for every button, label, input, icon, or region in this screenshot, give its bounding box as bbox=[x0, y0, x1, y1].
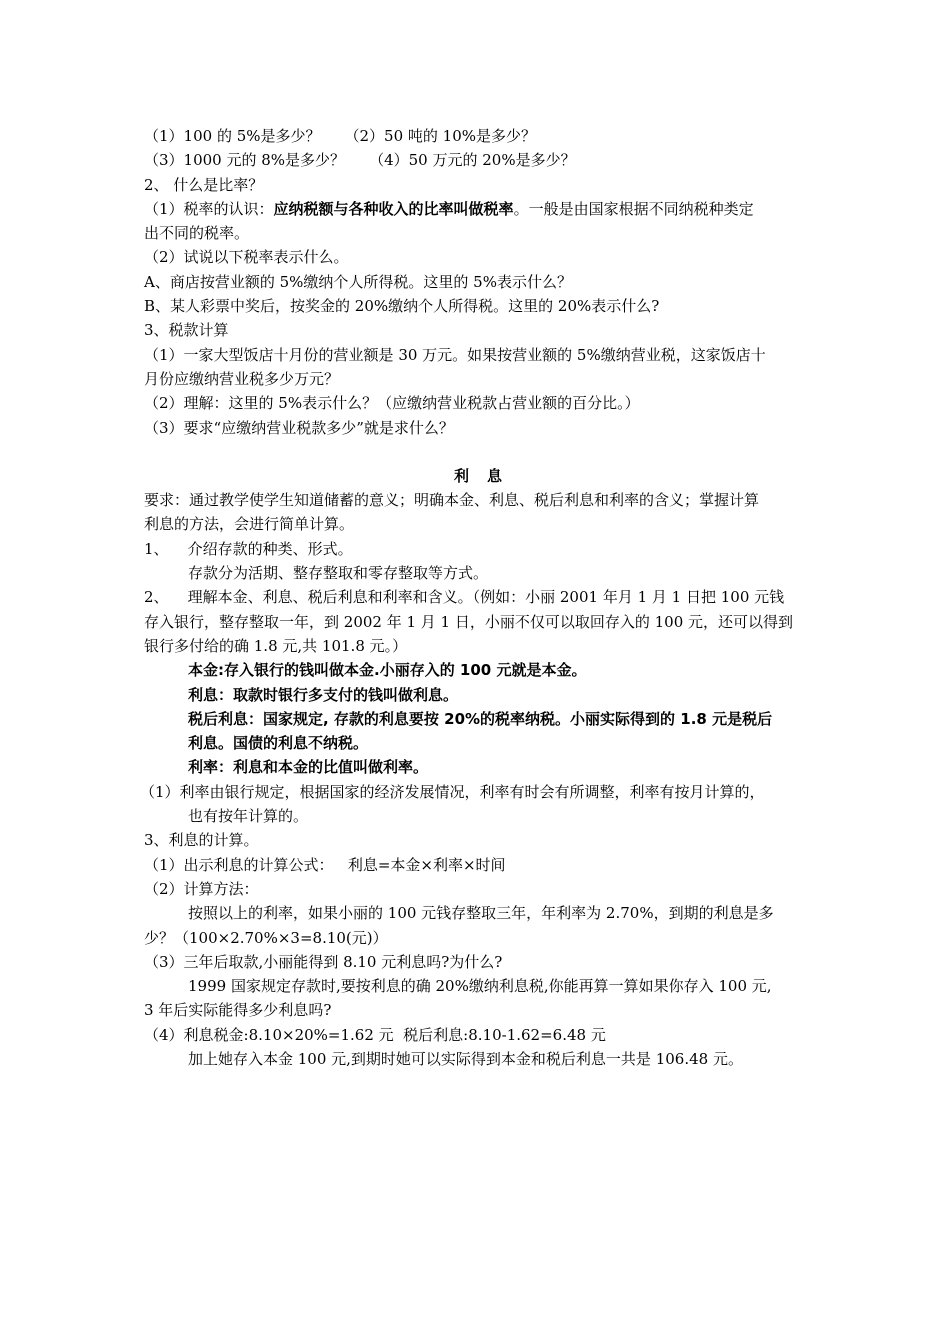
interest-point-2-line-3: 银行多付给的确 1.8 元,共 101.8 元。） bbox=[144, 636, 408, 655]
question-three-years-text: 1999 国家规定存款时,要按利息的确 20%缴纳利息税,你能再算一算如果你存入 100 元, bbox=[188, 977, 772, 996]
tax-calc-understand: （2）理解：这里的 5%表示什么？（应缴纳营业税款占营业额的百分比。） bbox=[144, 394, 640, 413]
tax-rate-prefix: （1）税率的认识： bbox=[144, 199, 274, 218]
question-three-years-cont: 3 年后实际能得多少利息吗? bbox=[144, 1001, 332, 1020]
tax-calc-question-cont: 月份应缴纳营业税多少万元？ bbox=[144, 369, 340, 388]
definition-after-tax-cont: 利息。国债的利息不纳税。 bbox=[188, 734, 369, 753]
method-text-cont: 少？（100×2.70%×3=8.10(元)） bbox=[144, 928, 388, 947]
formula-line: （1）出示利息的计算公式： 利息=本金×利率×时间 bbox=[144, 855, 506, 874]
definition-principal: 本金:存入银行的钱叫做本金.小丽存入的 100 元就是本金。 bbox=[188, 661, 587, 680]
interest-point-1: 1、 介绍存款的种类、形式。 bbox=[144, 539, 353, 558]
interest-requirement-cont: 利息的方法，会进行简单计算。 bbox=[144, 515, 355, 534]
exercise-q4: （4）50 万元的 20%是多少？ bbox=[369, 151, 576, 170]
rate-note: （1）利率由银行规定，根据国家的经济发展情况，利率有时会有所调整，利率有按月计算的， bbox=[140, 782, 765, 801]
rate-note-cont: 也有按年计算的。 bbox=[188, 807, 309, 826]
method-heading: （2）计算方法： bbox=[144, 879, 259, 898]
tax-rate-item-a: A、商店按营业额的 5%缴纳个人所得税。这里的 5%表示什么？ bbox=[144, 272, 572, 291]
exercise-q2: （2）50 吨的 10%是多少？ bbox=[344, 127, 537, 145]
tax-rate-item-b: B、某人彩票中奖后，按奖金的 20%缴纳个人所得税。这里的 20%表示什么? bbox=[144, 297, 660, 316]
question-three-years: （3）三年后取款,小丽能得到 8.10 元利息吗?为什么? bbox=[144, 952, 503, 971]
interest-point-1-text: 存款分为活期、整存整取和零存整取等方式。 bbox=[188, 564, 489, 583]
interest-point-2-line-2: 存入银行，整存整取一年，到 2002 年 1 月 1 日，小丽不仅可以取回存入的 100 元，还可以得到 bbox=[144, 612, 794, 631]
exercise-line-2 bbox=[144, 148, 812, 172]
tax-computation: （4）利息税金:8.10×20%=1.62 元 税后利息:8.10-1.62=6.48 元 bbox=[144, 1025, 606, 1044]
tax-rate-bold: 应纳税额与各种收入的比率叫做税率 bbox=[273, 199, 514, 218]
definition-after-tax: 税后利息：国家规定, 存款的利息要按 20%的税率纳税。小丽实际得到的 1.8 元是税后 bbox=[188, 709, 773, 728]
interest-title: 利息 bbox=[453, 466, 520, 485]
section-3-heading: 3、税款计算 bbox=[144, 321, 229, 340]
method-text: 按照以上的利率，如果小丽的 100 元钱存整取三年，年利率为 2.70%，到期的利息是多 bbox=[188, 904, 774, 923]
tax-rate-definition-cont: 出不同的税率。 bbox=[144, 224, 250, 243]
exercise-q1: （1）100 的 5%是多少？ bbox=[144, 127, 321, 145]
definition-interest: 利息：取款时银行多支付的钱叫做利息。 bbox=[188, 685, 459, 704]
definition-rate: 利率：利息和本金的比值叫做利率。 bbox=[188, 758, 429, 777]
exercise-q3: （3）1000 元的 8%是多少？ bbox=[144, 151, 346, 170]
interest-point-2: 2、 理解本金、利息、税后利息和利率和含义。（例如：小丽 2001 年月 1 月 1 日把 100 元钱 bbox=[144, 588, 785, 607]
interest-requirement: 要求：通过教学使学生知道储蓄的意义；明确本金、利息、税后利息和利率的含义；掌握计算 bbox=[144, 491, 760, 510]
tax-rate-question: （2）试说以下税率表示什么。 bbox=[144, 248, 349, 267]
total-computation: 加上她存入本金 100 元,到期时她可以实际得到本金和税后利息一共是 106.48 元。 bbox=[188, 1049, 743, 1068]
document-body bbox=[140, 124, 812, 1071]
tax-rate-definition bbox=[144, 197, 812, 221]
exercise-line-1 bbox=[144, 124, 812, 148]
section-2-heading: 2、 什么是比率？ bbox=[144, 175, 264, 194]
tax-calc-question: （1）一家大型饭店十月份的营业额是 30 万元。如果按营业额的 5%缴纳营业税，这家饭店十 bbox=[144, 345, 766, 364]
tax-calc-require: （3）要求“应缴纳营业税款多少”就是求什么？ bbox=[144, 418, 454, 437]
section-interest-calc-heading: 3、利息的计算。 bbox=[144, 831, 259, 850]
tax-rate-suffix: 。一般是由国家根据不同纳税种类定 bbox=[513, 199, 754, 218]
